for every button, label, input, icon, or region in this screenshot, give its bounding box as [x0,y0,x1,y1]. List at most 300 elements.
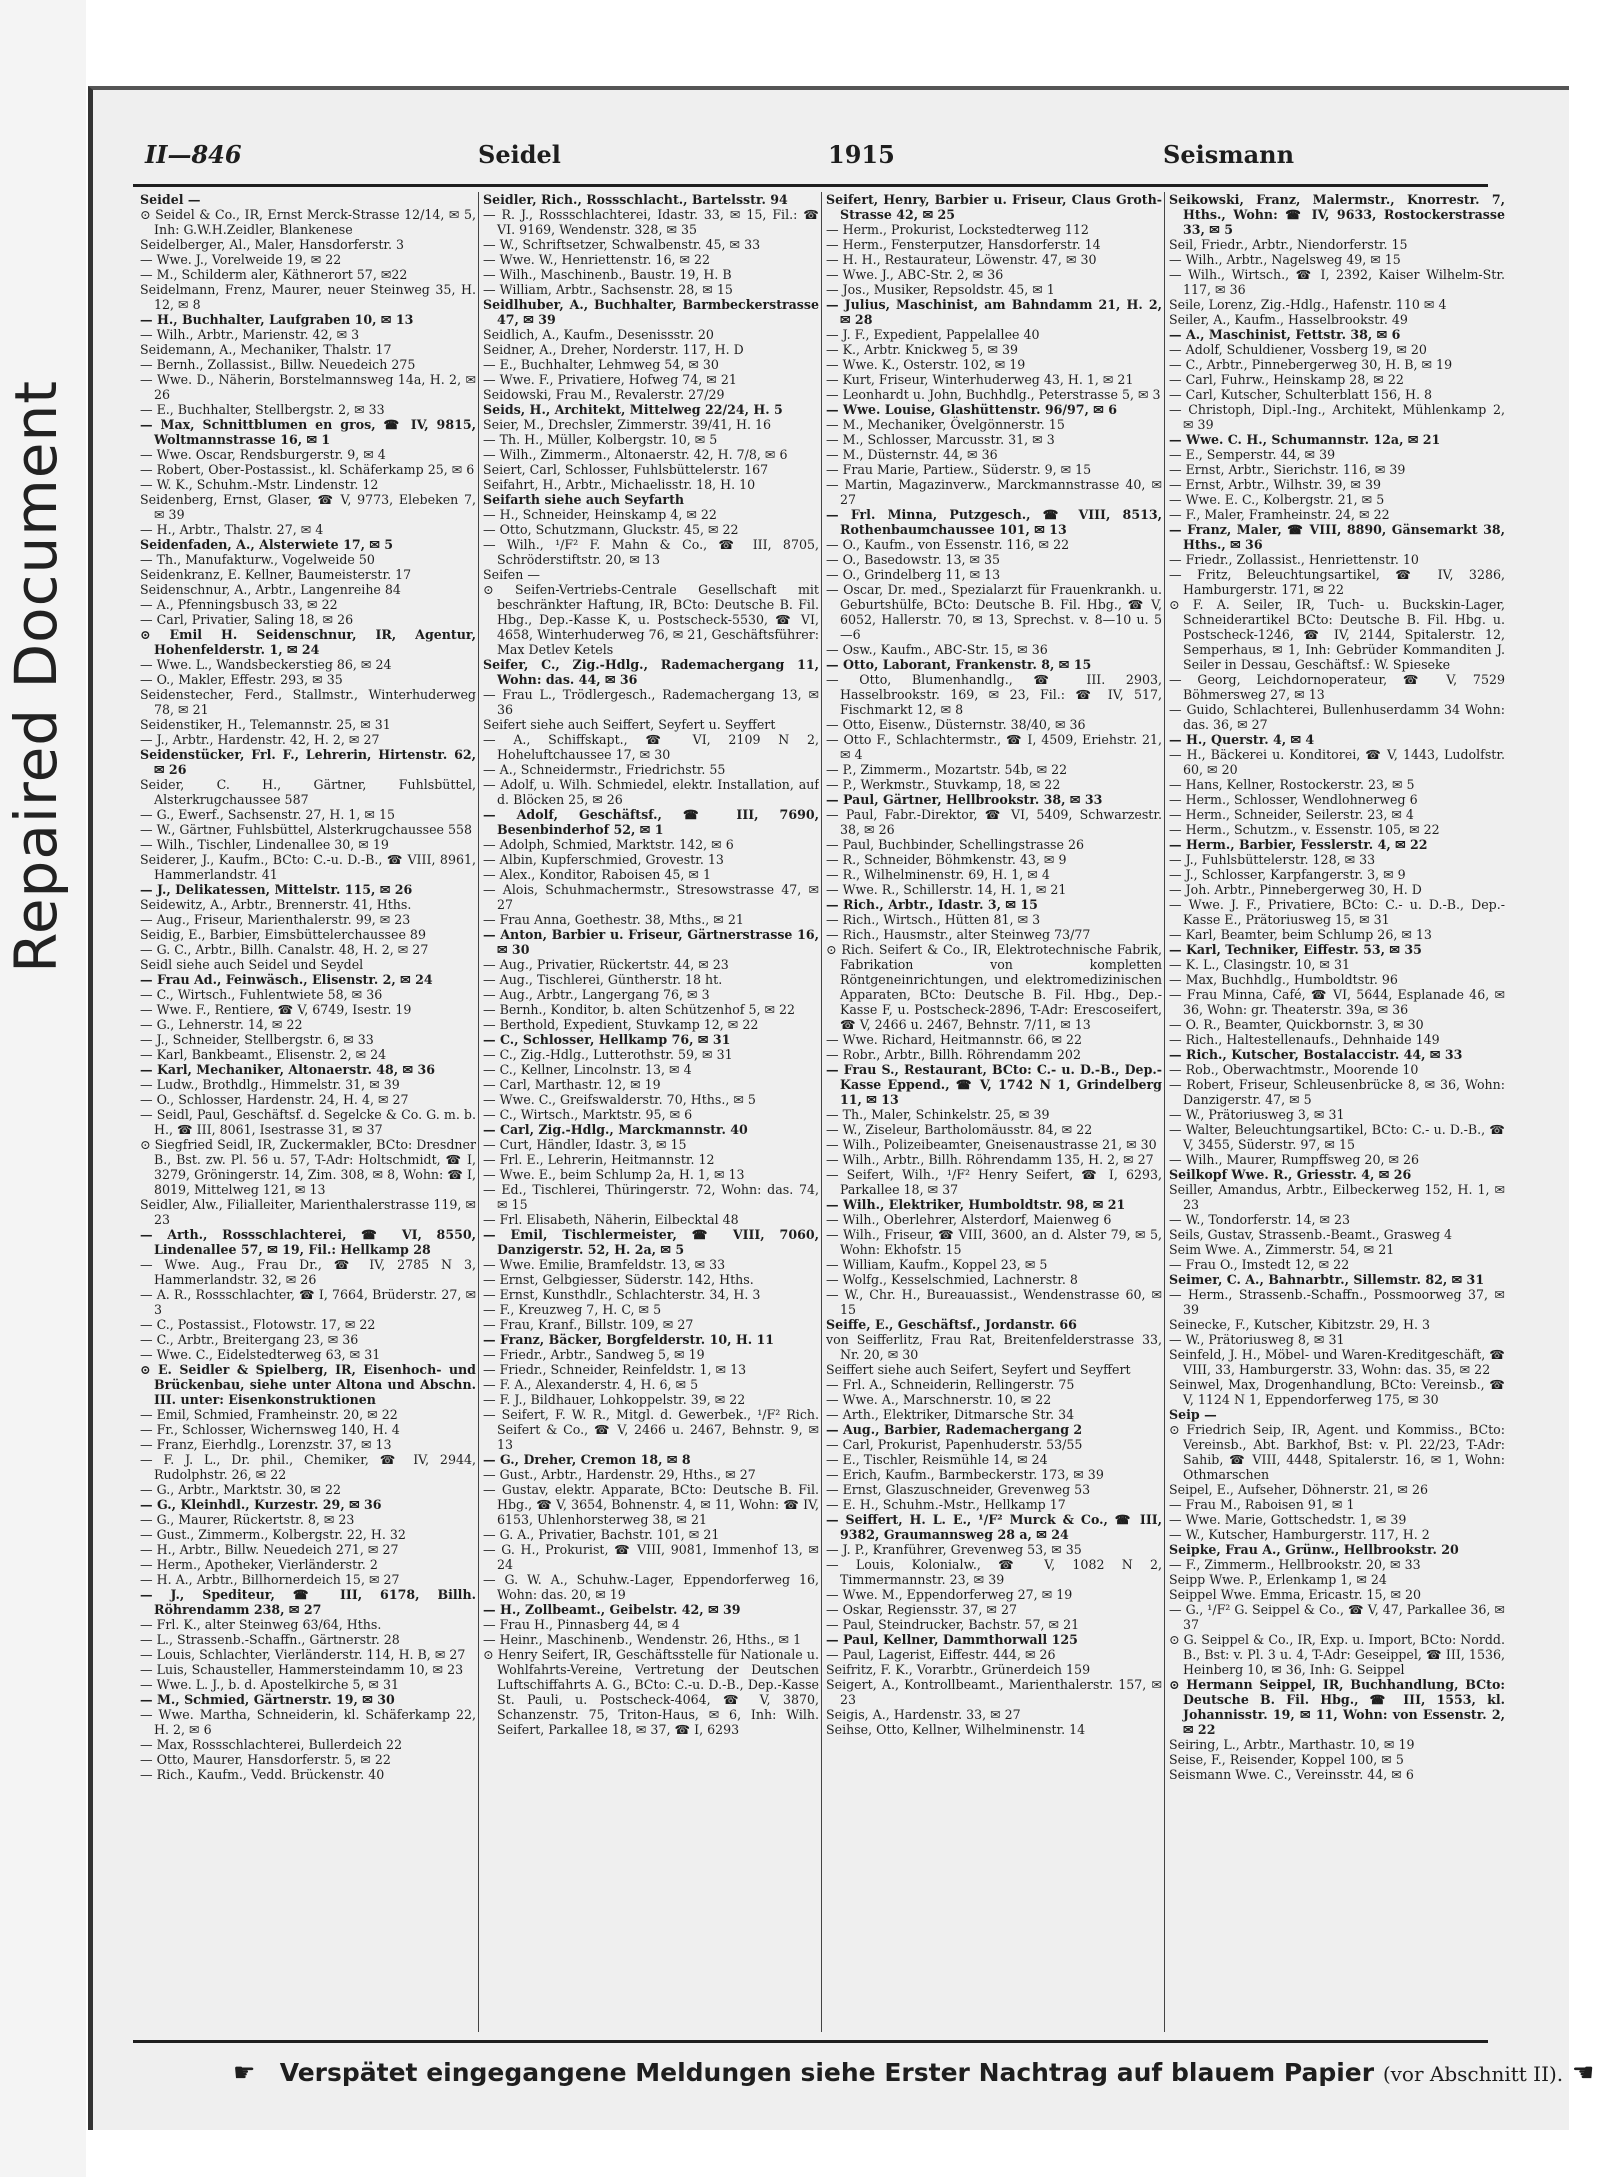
directory-entry: Seidl siehe auch Seidel und Seydel [140,957,364,972]
directory-entry: — F., Maler, Framheinstr. 24, ✉ 22 [1169,507,1390,522]
directory-entry: — Wwe. F., Rentiere, ☎ V, 6749, Isestr. 19 [140,1002,412,1017]
directory-entry: — Fritz, Beleuchtungsartikel, ☎ IV, 3286, Hamburgerstr. 171, ✉ 22 [1169,567,1505,597]
directory-entry: — W., Schriftsetzer, Schwalbenstr. 45, ✉ 33 [483,237,761,252]
directory-entry: — O. R., Beamter, Quickbornstr. 3, ✉ 30 [1169,1017,1424,1032]
directory-entry: — J., Schlosser, Karpfangerstr. 3, ✉ 9 [1169,867,1406,882]
directory-entry: — F. A., Alexanderstr. 4, H. 6, ✉ 5 [483,1377,699,1392]
directory-entry: ⊙ Henry Seifert, IR, Geschäftsstelle für Nationale u. Wohlfahrts-Vereine, Vertretung der Deutschen Luftschiffahrts A. G., BCto: C.-u. D.-B., Dep.-Kasse St. Pauli, u. Postscheck-4064, ☎ V, 3870, Schanzenstr. 75, Triton-Haus, ✉ 6, Inh: Wilh. Seifert, Parkallee 18, ✉ 37, ☎ I, 6293 [483,1647,819,1737]
directory-entry: — Wilh., Tischler, Lindenallee 30, ✉ 19 [140,837,389,852]
directory-entry: — Wwe. R., Schillerstr. 14, H. 1, ✉ 21 [826,882,1067,897]
directory-entry: — Georg, Leichdornoperateur, ☎ V, 7529 Böhmersweg 27, ✉ 13 [1169,672,1505,702]
directory-entry: — Franz, Maler, ☎ VIII, 8890, Gänsemarkt 38, Hths., ✉ 36 [1169,522,1505,552]
directory-page [88,86,1595,2130]
directory-entry: — Carl, Fuhrw., Heinskamp 28, ✉ 22 [1169,372,1404,387]
directory-entry: — Oscar, Dr. med., Spezialarzt für Frauenkrankh. u. Geburtshülfe, BCto: Deutsche B. Fil. Hbg., ☎ V, 6052, Hallerstr. 70, ✉ 13, Sprechst. v. 8—10 u. 5—6 [826,582,1162,642]
directory-entry: — Wilh., Oberlehrer, Alsterdorf, Maienweg 6 [826,1212,1112,1227]
directory-entry: — Friedr., Schneider, Reinfeldstr. 1, ✉ 13 [483,1362,747,1377]
directory-entry: — L., Strassenb.-Schaffn., Gärtnerstr. 28 [140,1632,400,1647]
directory-entry: — G., Arbtr., Marktstr. 30, ✉ 22 [140,1482,341,1497]
directory-entry: — Frau O., Imstedt 12, ✉ 22 [1169,1257,1350,1272]
directory-entry: Seier, M., Drechsler, Zimmerstr. 39/41, H. 16 [483,417,772,432]
directory-entry: Seismann Wwe. C., Vereinsstr. 44, ✉ 6 [1169,1767,1414,1782]
directory-entry: ⊙ E. Seidler & Spielberg, IR, Eisenhoch- und Brückenbau, siehe unter Altona und Abschn. III. unter: Eisenkonstruktionen [140,1362,476,1407]
directory-entry: — Paul, Lagerist, Eiffestr. 444, ✉ 26 [826,1647,1056,1662]
directory-entry: — Karl, Mechaniker, Altonaerstr. 48, ✉ 36 [140,1062,436,1077]
directory-entry: — F. J., Bildhauer, Lohkoppelstr. 39, ✉ 22 [483,1392,746,1407]
directory-entry: — J., Delikatessen, Mittelstr. 115, ✉ 26 [140,882,413,897]
directory-entry: — Frau L., Trödlergesch., Rademachergang 13, ✉ 36 [483,687,819,717]
directory-entry: Seihse, Otto, Kellner, Wilhelminenstr. 14 [826,1722,1086,1737]
directory-entry: — H., Buchhalter, Laufgraben 10, ✉ 13 [140,312,414,327]
directory-entry: — William, Arbtr., Sachsenstr. 28, ✉ 15 [483,282,733,297]
directory-entry: — Rich., Hausmstr., alter Steinweg 73/77 [826,927,1091,942]
directory-entry: — Wwe. A., Marschnerstr. 10, ✉ 22 [826,1392,1052,1407]
directory-entry: — Seidl, Paul, Geschäftsf. d. Segelcke & Co. G. m. b. H., ☎ III, 8061, Isestrasse 31, ✉ 37 [140,1107,476,1137]
header-first-name: Seidel [478,140,561,169]
directory-entry: — Frau Marie, Partiew., Süderstr. 9, ✉ 15 [826,462,1092,477]
directory-entry: — H., Arbtr., Thalstr. 27, ✉ 4 [140,522,324,537]
directory-entry: — Wilh., Polizeibeamter, Gneisenaustrasse 21, ✉ 30 [826,1137,1157,1152]
directory-entry: — C., Zig.-Hdlg., Lutterothstr. 59, ✉ 31 [483,1047,733,1062]
directory-entry: — Gustav, elektr. Apparate, BCto: Deutsche B. Fil. Hbg., ☎ V, 3654, Bohnenstr. 4, ✉ 11, Wohn: ☎ IV, 6153, Uhlenhorsterweg 38, ✉ 21 [483,1482,819,1527]
directory-entry: Seidig, E., Barbier, Eimsbüttelerchaussee 89 [140,927,426,942]
directory-entry: Seiert, Carl, Schlosser, Fuhlsbüttelerstr. 167 [483,462,769,477]
directory-entry: — J., Arbtr., Hardenstr. 42, H. 2, ✉ 27 [140,732,380,747]
directory-entry: — Wwe. W., Henriettenstr. 16, ✉ 22 [483,252,711,267]
directory-entry: — E., Semperstr. 44, ✉ 39 [1169,447,1336,462]
column-divider [821,192,822,2032]
directory-entry: ⊙ Emil H. Seidenschnur, IR, Agentur, Hohenfelderstr. 1, ✉ 24 [140,627,476,657]
directory-entry: — J. F., Expedient, Pappelallee 40 [826,327,1040,342]
directory-entry: — Friedr., Zollassist., Henriettenstr. 10 [1169,552,1419,567]
directory-entry: — Otto, Schutzmann, Gluckstr. 45, ✉ 22 [483,522,739,537]
directory-entry: — Ed., Tischlerei, Thüringerstr. 72, Wohn: das. 74, ✉ 15 [483,1182,819,1212]
directory-entry: — Heinr., Maschinenb., Wendenstr. 26, Hths., ✉ 1 [483,1632,802,1647]
directory-entry: — Guido, Schlachterei, Bullenhuserdamm 34 Wohn: das. 36, ✉ 27 [1169,702,1505,732]
directory-entry: Seikowski, Franz, Malermstr., Knorrestr. 7, Hths., Wohn: ☎ IV, 9633, Rostockerstrasse 33, ✉ 5 [1169,192,1505,237]
directory-entry: — W. K., Schuhm.-Mstr. Lindenstr. 12 [140,477,379,492]
directory-entry: — G., Kleinhdl., Kurzestr. 29, ✉ 36 [140,1497,382,1512]
directory-entry: — C., Postassist., Flotowstr. 17, ✉ 22 [140,1317,376,1332]
directory-entry: Seile, Lorenz, Zig.-Hdlg., Hafenstr. 110 ✉ 4 [1169,297,1447,312]
column-divider [478,192,479,2032]
directory-entry: — Paul, Buchbinder, Schellingstrasse 26 [826,837,1085,852]
directory-entry: Seilkopf Wwe. R., Griesstr. 4, ✉ 26 [1169,1167,1412,1182]
directory-entry: — Ernst, Kunsthdlr., Schlachterstr. 34, H. 3 [483,1287,761,1302]
directory-entry: — H., Querstr. 4, ✉ 4 [1169,732,1315,747]
directory-entry: — Louis, Kolonialw., ☎ V, 1082 N 2, Timmermannstr. 23, ✉ 39 [826,1557,1162,1587]
directory-entry: — R. J., Rossschlachterei, Idastr. 33, ✉ 15, Fil.: ☎ VI. 9169, Wendenstr. 328, ✉ 35 [483,207,819,237]
directory-entry: Seider, C. H., Gärtner, Fuhlsbüttel, Alsterkrugchaussee 587 [140,777,476,807]
directory-entry: — Albin, Kupferschmied, Grovestr. 13 [483,852,724,867]
directory-entry: — H., Schneider, Heinskamp 4, ✉ 22 [483,507,717,522]
directory-entry: — Ernst, Arbtr., Sierichstr. 116, ✉ 39 [1169,462,1406,477]
directory-entry: ⊙ Seidel & Co., IR, Ernst Merck-Strasse 12/14, ✉ 5, Inh: G.W.H.Zeidler, Blankenese [140,207,476,237]
directory-entry: Seidewitz, A., Arbtr., Brennerstr. 41, Hths. [140,897,412,912]
directory-entry: — J., Fuhlsbüttelerstr. 128, ✉ 33 [1169,852,1376,867]
directory-entry: — Rich., Kaufm., Vedd. Brückenstr. 40 [140,1767,385,1782]
directory-entry: Seifer, C., Zig.-Hdlg., Rademachergang 11, Wohn: das. 44, ✉ 36 [483,657,819,687]
directory-entry: — Frl. Elisabeth, Näherin, Eilbecktal 48 [483,1212,739,1227]
directory-entry: — Wwe. L., Wandsbeckerstieg 86, ✉ 24 [140,657,392,672]
directory-entry: — Frau, Kranf., Billstr. 109, ✉ 27 [483,1317,694,1332]
directory-entry: — Frl. E., Lehrerin, Heitmannstr. 12 [483,1152,715,1167]
directory-entry: — G., Dreher, Cremon 18, ✉ 8 [483,1452,691,1467]
page-number: II—846 [145,140,242,169]
directory-entry: — J., Schneider, Stellbergstr. 6, ✉ 33 [140,1032,374,1047]
directory-entry: Seidler, Rich., Rossschlacht., Bartelsstr. 94 [483,192,788,207]
directory-entry: ⊙ F. A. Seiler, IR, Tuch- u. Buckskin-Lager, Schneiderartikel BCto: Deutsche B. Fil. Hbg. u. Postscheck-1246, ☎ IV, 2144, Spitalerstr. 12, Semperhaus, ✉ 1, Inh: Gebrüder Kommanditen J. Seiler in Dessau, Geschäftsf.: W. Spieseke [1169,597,1505,672]
directory-entry: — R., Schneider, Böhmkenstr. 43, ✉ 9 [826,852,1067,867]
directory-entry: — Herm., Prokurist, Lockstedterweg 112 [826,222,1089,237]
directory-entry: Seipp Wwe. P., Erlenkamp 1, ✉ 24 [1169,1572,1387,1587]
directory-entry: — Wilh., ¹/F² F. Mahn & Co., ☎ III, 8705, Schröderstiftstr. 20, ✉ 13 [483,537,819,567]
directory-entry: — Wilh., Friseur, ☎ VIII, 3600, an d. Alster 79, ✉ 5, Wohn: Ekhofstr. 15 [826,1227,1162,1257]
directory-entry: — Franz, Eierhdlg., Lorenzstr. 37, ✉ 13 [140,1437,392,1452]
directory-entry: — Alois, Schuhmachermstr., Stresowstrasse 47, ✉ 27 [483,882,819,912]
directory-entry: — Adolf, Schuldiener, Vossberg 19, ✉ 20 [1169,342,1427,357]
directory-entry: — E., Buchhalter, Lehmweg 54, ✉ 30 [483,357,719,372]
directory-entry: — W., Kutscher, Hamburgerstr. 117, H. 2 [1169,1527,1430,1542]
directory-entry: — W., Gärtner, Fuhlsbüttel, Alsterkrugchaussee 558 [140,822,473,837]
directory-entry: — Wwe. Martha, Schneiderin, kl. Schäferkamp 22, H. 2, ✉ 6 [140,1707,476,1737]
directory-entry: Seidler, Alw., Filialleiter, Marienthalerstrasse 119, ✉ 23 [140,1197,476,1227]
directory-entry: — C., Wirtsch., Fuhlentwiete 58, ✉ 36 [140,987,383,1002]
directory-entry: — Robert, Friseur, Schleusenbrücke 8, ✉ 36, Wohn: Danzigerstr. 47, ✉ 5 [1169,1077,1505,1107]
directory-entry: — E., Tischler, Reismühle 14, ✉ 24 [826,1452,1048,1467]
directory-entry: ⊙ Rich. Seifert & Co., IR, Elektrotechnische Fabrik, Fabrikation von kompletten Röntgeneinrichtungen, und elektromedizinischen Apparaten, BCto: Deutsche B. Fil. Hbg., Dep.-Kasse F, u. Postscheck-2896, T-Adr: Erescoseifert, ☎ V, 2466 u. 2467, Behnstr. 7/11, ✉ 13 [826,942,1162,1032]
directory-entry: — Joh. Arbtr., Pinnebergerweg 30, H. D [1169,882,1422,897]
directory-entry: — Walter, Beleuchtungsartikel, BCto: C.- u. D.-B., ☎ V, 3455, Süderstr. 97, ✉ 15 [1169,1122,1505,1152]
directory-entry: Seifritz, F. K., Vorarbtr., Grünerdeich 159 [826,1662,1091,1677]
directory-entry: — Emil, Schmied, Framheinstr. 20, ✉ 22 [140,1407,398,1422]
directory-entry: — P., Werkmstr., Stuvkamp, 18, ✉ 22 [826,777,1061,792]
directory-entry: — Otto, Eisenw., Düsternstr. 38/40, ✉ 36 [826,717,1086,732]
directory-entry: Seiller, Amandus, Arbtr., Eilbeckerweg 152, H. 1, ✉ 23 [1169,1182,1505,1212]
directory-entry: — Frau H., Pinnasberg 44, ✉ 4 [483,1617,680,1632]
directory-entry: Seil, Friedr., Arbtr., Niendorferstr. 15 [1169,237,1408,252]
directory-entry: — Louis, Schlachter, Vierländerstr. 114, H. B, ✉ 27 [140,1647,466,1662]
directory-entry: — H., Bäckerei u. Konditorei, ☎ V, 1443, Ludolfstr. 60, ✉ 20 [1169,747,1505,777]
directory-entry: Seipel, E., Aufseher, Döhnerstr. 21, ✉ 26 [1169,1482,1429,1497]
directory-entry: Seifert siehe auch Seiffert, Seyfert u. Seyffert [483,717,776,732]
directory-entry: — Kurt, Friseur, Winterhuderweg 43, H. 1, ✉ 21 [826,372,1134,387]
directory-entry: — E., Buchhalter, Stellbergstr. 2, ✉ 33 [140,402,385,417]
directory-entry: Seinecke, F., Kutscher, Kibitzstr. 29, H. 3 [1169,1317,1431,1332]
header-last-name: Seismann [1163,140,1295,169]
directory-entry: — Otto, Maurer, Hansdorferstr. 5, ✉ 22 [140,1752,391,1767]
directory-entry: Seidelmann, Frenz, Maurer, neuer Steinweg 35, H. 12, ✉ 8 [140,282,476,312]
footer-rule [133,2040,1488,2043]
side-stamp-text: Repaired Document [2,380,70,973]
directory-entry: — Ludw., Brothdlg., Himmelstr. 31, ✉ 39 [140,1077,400,1092]
directory-entry: — Emil, Tischlermeister, ☎ VIII, 7060, Danzigerstr. 52, H. 2a, ✉ 5 [483,1227,819,1257]
directory-entry: — H., Arbtr., Billw. Neuedeich 271, ✉ 27 [140,1542,399,1557]
directory-entry: Seiderer, J., Kaufm., BCto: C.-u. D.-B., ☎ VIII, 8961, Hammerlandstr. 41 [140,852,476,882]
directory-entry: — Wwe. L. J., b. d. Apostelkirche 5, ✉ 31 [140,1677,400,1692]
directory-entry: — Th. H., Müller, Kolbergstr. 10, ✉ 5 [483,432,718,447]
directory-entry: — E. H., Schuhm.-Mstr., Hellkamp 17 [826,1497,1066,1512]
directory-entry: — Karl, Techniker, Eiffestr. 53, ✉ 35 [1169,942,1422,957]
directory-entry: — Carl, Prokurist, Papenhuderstr. 53/55 [826,1437,1083,1452]
directory-entry: — Herm., Schutzm., v. Essenstr. 105, ✉ 22 [1169,822,1440,837]
directory-entry: — Rich., Wirtsch., Hütten 81, ✉ 3 [826,912,1041,927]
directory-entry: — Wilh., Arbtr., Billh. Röhrendamm 135, H. 2, ✉ 27 [826,1152,1154,1167]
directory-entry: — Karl, Bankbeamt., Elisenstr. 2, ✉ 24 [140,1047,387,1062]
directory-entry: — Robert, Ober-Postassist., kl. Schäferkamp 25, ✉ 6 [140,462,475,477]
directory-entry: — W., Tondorferstr. 14, ✉ 23 [1169,1212,1351,1227]
directory-entry: — Wwe. E., beim Schlump 2a, H. 1, ✉ 13 [483,1167,745,1182]
directory-entry: — Luis, Schausteller, Hammersteindamm 10, ✉ 23 [140,1662,464,1677]
directory-entry: — H., Zollbeamt., Geibelstr. 42, ✉ 39 [483,1602,741,1617]
notice-text: Verspätet eingegangene Meldungen siehe Erster Nachtrag auf blauem Papier [279,2058,1375,2087]
directory-entry: Seippel Wwe. Emma, Ericastr. 15, ✉ 20 [1169,1587,1422,1602]
directory-entry: Seidenstiker, H., Telemannstr. 25, ✉ 31 [140,717,391,732]
directory-entry: — M., Schlosser, Marcusstr. 31, ✉ 3 [826,432,1055,447]
column-4 [1169,192,1505,2032]
directory-entry: — Curt, Händler, Idastr. 3, ✉ 15 [483,1137,687,1152]
directory-entry: — C., Arbtr., Pinnebergerweg 30, H. B, ✉ 19 [1169,357,1453,372]
directory-entry: — G., Lehnerstr. 14, ✉ 22 [140,1017,303,1032]
directory-entry: — W., Chr. H., Bureauassist., Wendenstrasse 60, ✉ 15 [826,1287,1162,1317]
directory-entry: Seimer, C. A., Bahnarbtr., Sillemstr. 82, ✉ 31 [1169,1272,1485,1287]
directory-entry: — Wilh., Maurer, Rumpffsweg 20, ✉ 26 [1169,1152,1420,1167]
directory-entry: — C., Schlosser, Hellkamp 76, ✉ 31 [483,1032,731,1047]
directory-entry: Seidlhuber, A., Buchhalter, Barmbeckerstrasse 47, ✉ 39 [483,297,819,327]
directory-entry: — G. W. A., Schuhw.-Lager, Eppendorferweg 16, Wohn: das. 20, ✉ 19 [483,1572,819,1602]
directory-entry: — Hans, Kellner, Rostockerstr. 23, ✉ 5 [1169,777,1415,792]
directory-entry: — W., Ziseleur, Bartholomäusstr. 84, ✉ 22 [826,1122,1093,1137]
directory-entry: — Arth., Elektriker, Ditmarsche Str. 34 [826,1407,1075,1422]
directory-entry: — Wwe. J., ABC-Str. 2, ✉ 36 [826,267,1004,282]
side-stamp [0,380,86,1280]
directory-entry: — M., Düsternstr. 44, ✉ 36 [826,447,998,462]
directory-entry: — Paul, Gärtner, Hellbrookstr. 38, ✉ 33 [826,792,1103,807]
directory-entry: — M., Schmied, Gärtnerstr. 19, ✉ 30 [140,1692,395,1707]
directory-entry: Seip — [1169,1407,1217,1422]
directory-entry: Seids, H., Architekt, Mittelweg 22/24, H. 5 [483,402,783,417]
directory-entry: — Martin, Magazinverw., Marckmannstrasse 40, ✉ 27 [826,477,1162,507]
directory-entry: — Wwe. C., Eidelstedterweg 63, ✉ 31 [140,1347,381,1362]
directory-entry: Seidenfaden, A., Alsterwiete 17, ✉ 5 [140,537,394,552]
directory-entry: — Ernst, Gelbgiesser, Süderstr. 142, Hths. [483,1272,754,1287]
directory-entry: Seidenschnur, A., Arbtr., Langenreihe 84 [140,582,401,597]
directory-entry: — Frl. A., Schneiderin, Rellingerstr. 75 [826,1377,1075,1392]
directory-entry: — Wwe. Richard, Heitmannstr. 66, ✉ 22 [826,1032,1083,1047]
directory-entry: — Paul, Steindrucker, Bachstr. 57, ✉ 21 [826,1617,1080,1632]
directory-entry: — Herm., Strassenb.-Schaffn., Possmoorweg 37, ✉ 39 [1169,1287,1505,1317]
directory-entry: — Christoph, Dipl.-Ing., Architekt, Mühlenkamp 2, ✉ 39 [1169,402,1505,432]
directory-entry: — A., Maschinist, Fettstr. 38, ✉ 6 [1169,327,1401,342]
late-entries-notice [233,2058,1595,2098]
directory-entry: — Wwe. J. F., Privatiere, BCto: C.- u. D.-B., Dep.-Kasse E., Prätoriusweg 15, ✉ 31 [1169,897,1505,927]
directory-entry: — Otto, Laborant, Frankenstr. 8, ✉ 15 [826,657,1092,672]
directory-entry: Seidner, A., Dreher, Norderstr. 117, H. D [483,342,744,357]
directory-entry: Seifen — [483,567,540,582]
directory-entry: — Wilh., Elektriker, Humboldtstr. 98, ✉ 21 [826,1197,1126,1212]
directory-entry: — Frau S., Restaurant, BCto: C.- u. D.-B., Dep.-Kasse Eppend., ☎ V, 1742 N 1, Grindelberg 11, ✉ 13 [826,1062,1162,1107]
directory-entry: ⊙ Siegfried Seidl, IR, Zuckermakler, BCto: Dresdner B., Bst. zw. Pl. 56 u. 57, T-Adr: Holtschmidt, ☎ I, 3279, Gröningerstr. 14, Zim. 308, ✉ 8, Wohn: ☎ I, 8019, Mittelweg 121, ✉ 13 [140,1137,476,1197]
directory-entry: ⊙ Hermann Seippel, IR, Buchhandlung, BCto: Deutsche B. Fil. Hbg., ☎ III, 1553, kl. Johannisstr. 19, ✉ 11, Wohn: von Essenstr. 2, ✉ 22 [1169,1677,1505,1737]
directory-entry: — Max, Schnittblumen en gros, ☎ IV, 9815, Woltmannstrasse 16, ✉ 1 [140,417,476,447]
directory-entry: — Frl. K., alter Steinweg 63/64, Hths. [140,1617,382,1632]
directory-entry: — Otto, Blumenhandlg., ☎ III. 2903, Hasselbrookstr. 169, ✉ 23, Fil.: ☎ IV, 517, Fischmarkt 12, ✉ 8 [826,672,1162,717]
directory-entry: Seiffe, E., Geschäftsf., Jordanstr. 66 [826,1317,1077,1332]
directory-entry: — Herm., Schlosser, Wendlohnerweg 6 [1169,792,1418,807]
directory-entry: — Aug., Barbier, Rademachergang 2 [826,1422,1083,1437]
column-divider [1164,192,1165,2032]
directory-entry: — Rich., Arbtr., Idastr. 3, ✉ 15 [826,897,1038,912]
directory-entry: — Frau Anna, Goethestr. 38, Mths., ✉ 21 [483,912,744,927]
directory-entry: — K., Arbtr. Knickweg 5, ✉ 39 [826,342,1019,357]
directory-entry: — Wilh., Wirtsch., ☎ I, 2392, Kaiser Wilhelm-Str. 117, ✉ 36 [1169,267,1505,297]
directory-entry: — G. A., Privatier, Bachstr. 101, ✉ 21 [483,1527,720,1542]
directory-entry: — Seifert, Wilh., ¹/F² Henry Seifert, ☎ I, 6293, Parkallee 18, ✉ 37 [826,1167,1162,1197]
directory-entry: — Wwe. F., Privatiere, Hofweg 74, ✉ 21 [483,372,737,387]
directory-entry: Seiffert siehe auch Seifert, Seyfert und Seyffert [826,1362,1131,1377]
directory-entry: — Rich., Kutscher, Bostalaccistr. 44, ✉ 33 [1169,1047,1463,1062]
directory-entry: — Wilh., Maschinenb., Baustr. 19, H. B [483,267,732,282]
directory-entry: — O., Makler, Effestr. 293, ✉ 35 [140,672,343,687]
directory-entry: Seidelberger, Al., Maler, Hansdorferstr. 3 [140,237,405,252]
directory-entry: Seidenstecher, Ferd., Stallmstr., Winterhuderweg 78, ✉ 21 [140,687,476,717]
directory-entry: Seils, Gustav, Strassenb.-Beamt., Grasweg 4 [1169,1227,1453,1242]
directory-entry: — Bernh., Zollassist., Billw. Neuedeich 275 [140,357,416,372]
directory-entry: — O., Schlosser, Hardenstr. 24, H. 4, ✉ 27 [140,1092,409,1107]
directory-entry: — Aug., Privatier, Rückertstr. 44, ✉ 23 [483,957,729,972]
directory-entry: — Adolf, Geschäftsf., ☎ III, 7690, Besenbinderhof 52, ✉ 1 [483,807,819,837]
directory-entry: — Jos., Musiker, Repsoldstr. 45, ✉ 1 [826,282,1055,297]
directory-entry: — Wilh., Arbtr., Nagelsweg 49, ✉ 15 [1169,252,1401,267]
directory-entry: — Franz, Bäcker, Borgfelderstr. 10, H. 11 [483,1332,775,1347]
directory-entry: — Ernst, Glaszuschneider, Grevenweg 53 [826,1482,1091,1497]
directory-entry: — O., Grindelberg 11, ✉ 13 [826,567,1001,582]
directory-entry: ⊙ Friedrich Seip, IR, Agent. und Kommiss., BCto: Vereinsb., Abt. Barkhof, Bst: v. Pl. 22/23, T-Adr: Sahib, ☎ VIII, 4448, Spitalerstr. 16, ✉ 1, Wohn: Othmarschen [1169,1422,1505,1482]
directory-entry: — Wwe. Oscar, Rendsburgerstr. 9, ✉ 4 [140,447,386,462]
directory-entry: — Alex., Konditor, Raboisen 45, ✉ 1 [483,867,712,882]
directory-entry: — P., Zimmerm., Mozartstr. 54b, ✉ 22 [826,762,1068,777]
directory-entry: — Rob., Oberwachtmstr., Moorende 10 [1169,1062,1419,1077]
directory-entry: — Adolf, u. Wilh. Schmiedel, elektr. Installation, auf d. Blöcken 25, ✉ 26 [483,777,819,807]
directory-entry: — Wwe. C., Greifswalderstr. 70, Hths., ✉ 5 [483,1092,756,1107]
directory-entry: Seidemann, A., Mechaniker, Thalstr. 17 [140,342,392,357]
directory-entry: — R., Wilhelminenstr. 69, H. 1, ✉ 4 [826,867,1050,882]
directory-entry: — Fr., Schlosser, Wichernsweg 140, H. 4 [140,1422,400,1437]
directory-entry: ⊙ Seifen-Vertriebs-Centrale Gesellschaft mit beschränkter Haftung, IR, BCto: Deutsche B. Fil. Hbg., Dep.-Kasse K, u. Postscheck-5530, ☎ VI, 4658, Winterhuderweg 76, ✉ 21, Geschäftsführer: Max Detlev Ketels [483,582,819,657]
directory-entry: — W., Prätoriusweg 3, ✉ 31 [1169,1107,1345,1122]
directory-entry: — Max, Rossschlachterei, Bullerdeich 22 [140,1737,403,1752]
directory-entry: — Wwe. Aug., Frau Dr., ☎ IV, 2785 N 3, Hammerlandstr. 32, ✉ 26 [140,1257,476,1287]
directory-entry: — Wwe. Louise, Glashüttenstr. 96/97, ✉ 6 [826,402,1117,417]
directory-entry: — A., Schneidermstr., Friedrichstr. 55 [483,762,726,777]
directory-entry: — Wwe. C. H., Schumannstr. 12a, ✉ 21 [1169,432,1441,447]
directory-entry: — F., Zimmerm., Hellbrookstr. 20, ✉ 33 [1169,1557,1421,1572]
directory-entry: — F., Kreuzweg 7, H. C, ✉ 5 [483,1302,662,1317]
directory-entry: ⊙ G. Seippel & Co., IR, Exp. u. Import, BCto: Nordd. B., Bst: v. Pl. 3 u. 4, T-Adr: Geseippel, ☎ III, 1536, Heinberg 10, ✉ 36, Inh: G. Seippel [1169,1632,1505,1677]
directory-entry: — Th., Maler, Schinkelstr. 25, ✉ 39 [826,1107,1050,1122]
directory-entry: — Seifert, F. W. R., Mitgl. d. Gewerbek., ¹/F² Rich. Seifert & Co., ☎ V, 2466 u. 2467, Behnstr. 9, ✉ 13 [483,1407,819,1452]
directory-entry: von Seifferlitz, Frau Rat, Breitenfelderstrasse 33, Nr. 20, ✉ 30 [826,1332,1162,1362]
directory-entry: — Frau M., Raboisen 91, ✉ 1 [1169,1497,1355,1512]
directory-entry: — M., Mechaniker, Övelgönnerstr. 15 [826,417,1065,432]
directory-entry: — Oskar, Regiensstr. 37, ✉ 27 [826,1602,1017,1617]
directory-entry: — Friedr., Arbtr., Sandweg 5, ✉ 19 [483,1347,705,1362]
directory-entry: — H. H., Restaurateur, Löwenstr. 47, ✉ 30 [826,252,1097,267]
directory-entry: — Adolph, Schmied, Marktstr. 142, ✉ 6 [483,837,734,852]
directory-entry: Seise, F., Reisender, Koppel 100, ✉ 5 [1169,1752,1404,1767]
directory-entry: Seim Wwe. A., Zimmerstr. 54, ✉ 21 [1169,1242,1395,1257]
directory-entry: — Robr., Arbtr., Billh. Röhrendamm 202 [826,1047,1081,1062]
directory-entry: — Rich., Haltestellenaufs., Dehnhaide 149 [1169,1032,1440,1047]
directory-entry: Seiler, A., Kaufm., Hasselbrookstr. 49 [1169,312,1408,327]
directory-entry: — A., Pfenningsbusch 33, ✉ 22 [140,597,338,612]
directory-entry: Seidenkranz, E. Kellner, Baumeisterstr. 17 [140,567,412,582]
pointing-hand-icon: ☛ [233,2058,256,2087]
directory-entry: — Herm., Apotheker, Vierländerstr. 2 [140,1557,378,1572]
directory-entry: — O., Basedowstr. 13, ✉ 35 [826,552,1001,567]
directory-entry: Seifert, Henry, Barbier u. Friseur, Claus Groth-Strasse 42, ✉ 25 [826,192,1162,222]
directory-entry: Seinwel, Max, Drogenhandlung, BCto: Vereinsb., ☎ V, 1124 N 1, Eppendorferweg 175, ✉ 30 [1169,1377,1505,1407]
directory-entry: — Frau Ad., Feinwäsch., Elisenstr. 2, ✉ 24 [140,972,433,987]
directory-entry: — Wwe. E. C., Kolbergstr. 21, ✉ 5 [1169,492,1385,507]
directory-entry: — Herm., Schneider, Seilerstr. 23, ✉ 4 [1169,807,1414,822]
directory-entry: — Wolfg., Kesselschmied, Lachnerstr. 8 [826,1272,1078,1287]
directory-entry: — Paul, Fabr.-Direktor, ☎ VI, 5409, Schwarzestr. 38, ✉ 26 [826,807,1162,837]
directory-entry: — G., ¹/F² G. Seippel & Co., ☎ V, 47, Parkallee 36, ✉ 37 [1169,1602,1505,1632]
directory-entry: — F. J. L., Dr. phil., Chemiker, ☎ IV, 2944, Rudolphstr. 26, ✉ 22 [140,1452,476,1482]
pointing-hand-icon: ☚ [1571,2058,1595,2087]
directory-entry: — M., Schilderm aler, Käthnerort 57, ✉22 [140,267,408,282]
directory-entry: — H. A., Arbtr., Billhornerdeich 15, ✉ 27 [140,1572,400,1587]
directory-entry: Seigert, A., Kontrollbeamt., Marienthalerstr. 157, ✉ 23 [826,1677,1162,1707]
directory-entry: — Seiffert, H. L. E., ¹/F² Murck & Co., ☎ III, 9382, Graumannsweg 28 a, ✉ 24 [826,1512,1162,1542]
directory-entry: — Gust., Arbtr., Hardenstr. 29, Hths., ✉ 27 [483,1467,756,1482]
directory-entry: — Carl, Privatier, Saling 18, ✉ 26 [140,612,354,627]
directory-entry: Seidenstücker, Frl. F., Lehrerin, Hirtenstr. 62, ✉ 26 [140,747,476,777]
directory-entry: — Herm., Barbier, Fesslerstr. 4, ✉ 22 [1169,837,1428,852]
directory-entry: — Carl, Zig.-Hdlg., Marckmannstr. 40 [483,1122,748,1137]
directory-entry: — Wilh., Arbtr., Marienstr. 42, ✉ 3 [140,327,360,342]
directory-entry: — Anton, Barbier u. Friseur, Gärtnerstrasse 16, ✉ 30 [483,927,819,957]
directory-entry: — Frl. Minna, Putzgesch., ☎ VIII, 8513, Rothenbaumchaussee 101, ✉ 13 [826,507,1162,537]
directory-entry: — Carl, Kutscher, Schulterblatt 156, H. 8 [1169,387,1433,402]
directory-entry: Seidenberg, Ernst, Glaser, ☎ V, 9773, Elebeken 7, ✉ 39 [140,492,476,522]
directory-entry: — Aug., Tischlerei, Güntherstr. 18 ht. [483,972,723,987]
directory-entry: — G., Maurer, Rückertstr. 8, ✉ 23 [140,1512,355,1527]
directory-entry: — Arth., Rossschlachterei, ☎ VI, 8550, Lindenallee 57, ✉ 19, Fil.: Hellkamp 28 [140,1227,476,1257]
directory-entry: Seifarth siehe auch Seyfarth [483,492,685,507]
directory-entry: — Herm., Fensterputzer, Hansdorferstr. 14 [826,237,1101,252]
header-rule [133,184,1488,187]
directory-entry: Seidowski, Frau M., Revalerstr. 27/29 [483,387,725,402]
directory-entry: — Leonhardt u. John, Buchhdlg., Peterstrasse 5, ✉ 3 [826,387,1161,402]
directory-entry: — O., Kaufm., von Essenstr. 116, ✉ 22 [826,537,1070,552]
directory-entry: — Karl, Beamter, beim Schlump 26, ✉ 13 [1169,927,1432,942]
directory-entry: — G., Ewerf., Sachsenstr. 27, H. 1, ✉ 15 [140,807,395,822]
page-header [93,140,1483,180]
directory-entry: Seidel — [140,192,201,207]
directory-entry: — Carl, Marthastr. 12, ✉ 19 [483,1077,661,1092]
directory-entry: Seigis, A., Hardenstr. 33, ✉ 27 [826,1707,1021,1722]
directory-entry: — Bernh., Konditor, b. alten Schützenhof 5, ✉ 22 [483,1002,796,1017]
column-2 [483,192,819,2032]
directory-entry: — K. L., Clasingstr. 10, ✉ 31 [1169,957,1350,972]
column-3 [826,192,1162,2032]
directory-entry: — Wwe. M., Eppendorferweg 27, ✉ 19 [826,1587,1073,1602]
directory-entry: — Otto F., Schlachtermstr., ☎ I, 4509, Eriehstr. 21, ✉ 4 [826,732,1162,762]
directory-entry: — Aug., Arbtr., Langergang 76, ✉ 3 [483,987,710,1002]
directory-entry: — C., Wirtsch., Marktstr. 95, ✉ 6 [483,1107,693,1122]
